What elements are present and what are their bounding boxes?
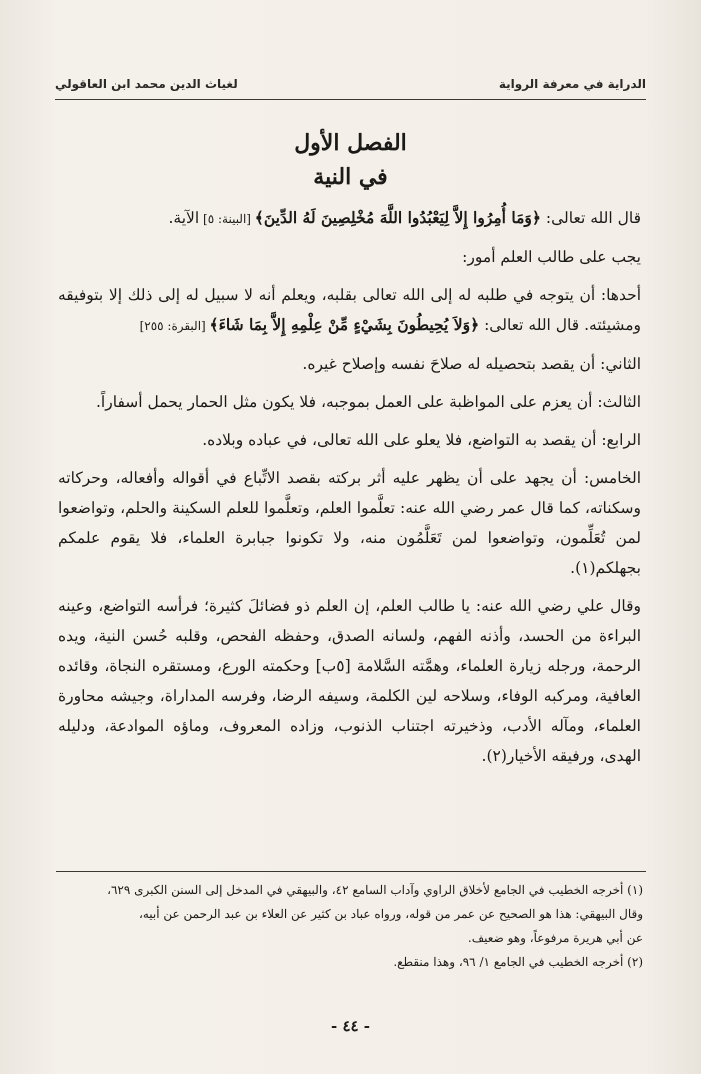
header-author: لغياث الدين محمد ابن العاقولي xyxy=(55,77,238,91)
chapter-subtitle: في النية xyxy=(313,164,388,190)
quran-verse: ﴿وَمَا أُمِرُوا إِلاَّ لِيَعْبُدُوا اللَّهَ مُخْلِصِينَ لَهُ الدِّينَ﴾ xyxy=(254,208,541,227)
chapter-title: الفصل الأول xyxy=(294,130,407,156)
main-text xyxy=(58,203,641,779)
paragraph-requirements: يجب على طالب العلم أمور: xyxy=(462,248,641,266)
paragraph-tail: الآية. xyxy=(168,209,200,227)
footnote-1-line-3: عن أبي هريرة مرفوعاً، وهو ضعيف. xyxy=(467,931,643,945)
footnotes xyxy=(58,878,643,974)
footnote-1-line-2: وقال البيهقي: هذا هو الصحيح عن عمر من قوله، ورواه عباد بن كثير عن العلاء بن عبد الرحمن عن أبيه، xyxy=(139,907,643,921)
verse-reference: [البقرة: ٢٥٥] xyxy=(139,319,210,333)
quran-verse: ﴿وَلاَ يُحِيطُونَ بِشَيْءٍ مِّنْ عِلْمِهِ إِلاَّ بِمَا شَاءَ﴾ xyxy=(209,315,480,334)
page-number: - ٤٤ - xyxy=(330,1017,371,1035)
paragraph-lead: قال الله تعالى: xyxy=(540,209,641,227)
running-header xyxy=(55,72,646,96)
verse-reference: [البينة: ٥] xyxy=(199,212,255,226)
paragraph-ali-quote: وقال علي رضي الله عنه: يا طالب العلم، إن العلم ذو فضائلَ كثيرة؛ فرأسه التواضع، وعينه البراءة من الحسد، وأذنه الفهم، ولسانه الصدق، وحفظه الفحص، وقلبه حُسن النية، ويده الرحمة، ورجله زيارة العلماء، وهمَّته السَّلامة [٥ب] وحكمته الورع، ومستقره النجاة، وقائده العافية، ومركبه الوفاء، وسلاحه لين الكلمة، وسيفه الرضا، وفرسه المداراة، وجيشه محاورة العلماء، ومآله الأدب، وذخيرته اجتناب الذنوب، وزاده المعروف، وماؤه الموادعة، ودليله الهدى، ورفيقه الأخيار(٢). xyxy=(58,597,641,765)
header-divider xyxy=(55,99,646,100)
paragraph-verse-intro xyxy=(58,203,641,234)
footnote-2: (٢) أخرجه الخطيب في الجامع ١/ ٩٦، وهذا منقطع. xyxy=(393,955,643,969)
paragraph-fifth: الخامس: أن يجهد على أن يظهر عليه أثر بركته بقصد الاتِّباع في أقواله وأفعاله، وحركاته وسكناته، كما قال عمر رضي الله عنه: تعلَّموا العلم، وتعلَّموا للعلم السكينة والحلم، وتواضعوا لمن تُعَلِّمون، وتواضعوا لمن تَعَلَّمُون منه، ولا تكونوا جبابرة العلماء، فلا يقوم علمكم بجهلكم(١). xyxy=(58,469,641,577)
paragraph-fourth: الرابع: أن يقصد به التواضع، فلا يعلو على الله تعالى، في عباده وبلاده. xyxy=(202,431,641,449)
header-book-title: الدراية في معرفة الرواية xyxy=(498,77,646,91)
paragraph-second: الثاني: أن يقصد بتحصيله له صلاحَ نفسه وإصلاح غيره. xyxy=(302,355,641,373)
paragraph-first xyxy=(58,280,641,341)
paragraph-third: الثالث: أن يعزم على المواظبة على العمل بموجبه، فلا يكون مثل الحمار يحمل أسفاراً. xyxy=(96,393,641,411)
footnote-divider xyxy=(56,871,646,872)
paragraph-lead: أحدها: أن يتوجه في طلبه له إلى الله تعالى بقلبه، ويعلم أنه لا سبيل له إلى ذلك إلا بتوفيقه ومشيئته. قال الله تعالى: xyxy=(58,286,641,334)
footnote-1-line-1: (١) أخرجه الخطيب في الجامع لأخلاق الراوي وآداب السامع ٤٢، والبيهقي في المدخل إلى السنن الكبرى ٦٢٩، xyxy=(107,883,643,897)
